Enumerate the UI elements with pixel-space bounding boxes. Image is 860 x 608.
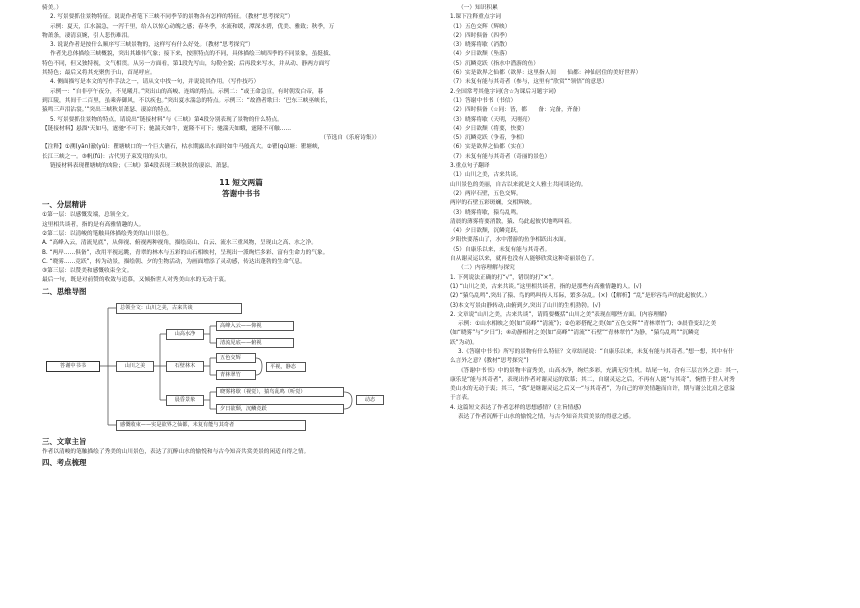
text-line: 3.《答谢中书书》所写的景物有什么特征？文章结尾说：“自康乐以来，未复有能与其奇者。”想一想，其中有什	[458, 348, 734, 355]
text-line: （5）自康乐以来，未复有能与其奇者。	[450, 246, 551, 253]
text-line: （7）未复有能与其奇者（参与，这里有“欣赏”“领悟”的意思）	[450, 79, 608, 86]
text-line: (如“晓雾”与“夕日”)；④动静相衬之美(如“高峰”“清流”“石壁”“青林翠竹”为静，“猿鸟乱鸣”“沉鳞竞	[450, 330, 700, 337]
text-line: 4. 这篇短文表达了作者怎样的思想感情？(主旨情感)	[450, 404, 582, 411]
text-line: （7）未复有能与其奇者（奇丽的景色）	[450, 153, 551, 160]
text-line: 【注释】①溯(yān)澈(yù)：瞿塘峡口的一个巨大礁石，枯水期露出水面时如牛马般高大。②瞿(qú)塘：瞿塘峡，	[42, 144, 324, 151]
text-line: （4）夕日欲颓，沉鳞竞跃。	[450, 228, 522, 235]
text-line: ③第三层：以赞美和感慨收束全文。	[42, 268, 133, 275]
text-line: （3）晓雾将歇，猿鸟乱鸣。	[450, 209, 522, 216]
text-line: 到江陵，其间千二百里，虽乘奔御风，不以疾也。”突出夏水湍急的特点。示例三：“故渔者歌曰：‘巴东三峡巫峡长，	[42, 97, 332, 104]
text-line: ①第一层：以感慨发端，总领全文。	[42, 212, 133, 219]
text-line: （4）夕日欲颓（坠落）	[450, 51, 511, 58]
mind-note: 平视，静态	[266, 362, 306, 372]
text-line: 自从谢灵运以来，就再也没有人能够欣赏这种奇丽景色了。	[450, 256, 598, 263]
text-line: 美山水的无动于衷；其三，“我”是继谢灵运之后又一“与其奇者”，为自己的审美情趣而自许，期与谢公比肩之意溢	[450, 386, 735, 393]
text-line: 两岸的石壁五彩斑斓，交相辉映。	[450, 200, 536, 207]
text-line: 康乐是“能与其奇者”，表现出作者对谢灵运的钦慕；其二，自谢灵运之后，不再有人能“与其奇”，惋惜于世人对秀	[450, 376, 735, 383]
text-line: 1. 下列说法正确的打“√”，错误的打“×”。	[450, 274, 558, 281]
text-line: （5）沉鳞竞跃（争着，争相）	[450, 135, 528, 142]
text-line: 表达了作者沉醉于山水的愉悦之情，与古今知音共赏美景的得意之感。	[458, 414, 635, 421]
mind-branch-1: 山高水净	[166, 329, 204, 340]
text-line: （6）实是欲界之仙都（欲界：这里指人间 仙都：神仙居住的美好世界）	[450, 70, 642, 77]
left-top-block	[42, 4, 440, 171]
text-line: 作者以清峻的笔触描绘了秀美的山川景色，表达了沉醉山水的愉悦和与古今知音共赏美景的闲适自得之情。	[42, 448, 310, 455]
text-line: （6）实是欲界之仙都（实在）	[450, 144, 528, 151]
text-line: 1.课下注释重点字词	[450, 14, 501, 21]
text-line: （2）四时俱备（四季）	[450, 32, 511, 39]
text-line: 2. 写景要抓住景物特征。说说作者笔下三峡不同季节的景物各有怎样的特征。（教材“思考探究”）	[50, 14, 294, 21]
mind-branch-3: 晨昏景象	[166, 395, 204, 406]
article-title: 答谢中书书	[222, 189, 260, 199]
mind-leaf: 五色交辉	[216, 353, 256, 363]
mind-leaf: 夕日欲颓，沉鳞竞跃	[216, 404, 344, 414]
text-line: 跃”为动)。	[450, 339, 478, 346]
mind-leaf: 青林翠竹	[216, 370, 256, 380]
text-line: （5）沉鳞竞跃（指水中潜游的鱼）	[450, 60, 539, 67]
mind-root: 答谢中书书	[46, 361, 100, 372]
text-line: 这里相共谈者，指的是有高雅情趣的人。	[42, 221, 145, 228]
text-line: 山川景色的美丽，自古以来就是文人雅士共同谈论的。	[450, 181, 587, 188]
mind-leaf: 清流见底——俯视	[216, 338, 294, 348]
text-line: B. “两岸……俱备”，改用平视远眺，青翠的林木与五彩的山石相映衬，呈现出一派绚烂多彩、富有生命力的气象。	[42, 249, 329, 256]
text-line: 4. 侧面描写是本文的写作手法之一，请从文中找一句，并说说其作用。（写作技巧）	[50, 79, 260, 86]
text-line: 骑美。）	[42, 5, 62, 11]
text-line: （节选自《乐府诗集》）	[320, 135, 380, 142]
text-line: 示例：夏天，江水湍急，一泻千里，给人以惊心动魄之感；春冬季，水流和缓，潭深水碧，优美、雅致；秋季，万	[50, 23, 335, 30]
right-column	[450, 4, 854, 422]
text-line: (2) “猿鸟乱鸣”,突出了猿、鸟的鸣叫传人耳际，繁多杂乱。(×)（【解析】“乱”是形容鸟声的此起彼伏。）	[450, 293, 711, 300]
text-line: 链接材料表现瞿塘峡的凶险；《三峡》第4段表现三峡秋景的凄凉、萧瑟。	[50, 163, 233, 170]
text-line: 特色不同，但又独特视，文气相贯。从另一方面看，第1段先写山，勾勒全貌；后再段来写水，并从动、静两方面写	[42, 60, 330, 67]
text-line: 么言外之意？(教材“思考探究”)	[450, 358, 529, 365]
text-line: 于言表。	[450, 395, 473, 402]
text-line: （4）夕日欲颓（将要，快要）	[450, 125, 528, 132]
text-line: （2）四时俱备（☆同：皆，都 备：完备，齐备）	[450, 107, 584, 114]
mind-bottom: 感慨收束——实是欲界之仙都，未复有能与其奇者	[116, 420, 306, 431]
mind-leaf: 高峰入云——仰视	[216, 321, 294, 331]
text-line: （1）五色交辉（辉映）	[450, 23, 511, 30]
section-heading: 四、考点梳理	[42, 458, 87, 468]
text-line: 3.重点句子翻译	[450, 163, 490, 170]
text-line: （3）晓雾将歇（消散）	[450, 42, 511, 49]
text-line: A. “高峰入云，清流见底”，从仰视、俯视两种视角，描绘高山、白云、流水三重风物，呈现山之高、水之净。	[42, 240, 317, 247]
text-line: 长江三峡之一。③帆(fú)：古代男子束发用的头巾。	[42, 153, 171, 160]
text-line: （1）山川之美，古来共谈。	[450, 172, 522, 179]
text-line: 清晨的薄雾将要消散，猿、鸟此起彼伏地鸣叫着。	[450, 218, 576, 225]
article-number: 11 短文两篇	[219, 178, 263, 188]
mind-map	[42, 300, 440, 432]
text-line: ②第二层：以清峻的笔触具体描绘秀美的山川景色。	[42, 230, 173, 237]
text-line: 2. 文章说“山川之美，古来共谈”，请简要概括“山川之美”表现在哪些方面。(内容理解)	[450, 311, 667, 318]
text-line: 5. 写景要抓住景物的特点，请说出“链接材料”与《三峡》第4段分别表现了景物的什么特点。	[50, 116, 283, 123]
text-line: (3)本文写景由静转动,由俯到夕,突出了山川的生机勃勃。(√)	[450, 302, 601, 309]
text-line: 示例：①山水相映之美(如“高峰”“清流”)；②色彩搭配之美(如“五色交辉”“青林翠竹”)；③晨昏变幻之美	[458, 321, 717, 328]
mind-top: 总领全文：山川之美，古来共谈	[116, 303, 242, 314]
text-line: 夕阳快要落山了，水中潜游的鱼争相跃出水面。	[450, 237, 570, 244]
text-line: 示例一：“自非亭午夜分，不见曦月。”突出山的高峻、连绵的特点。示例二：“或王命急宣，有时朝发白帝，暮	[50, 88, 324, 95]
mind-note: 动态	[356, 395, 384, 405]
left-column	[42, 4, 440, 469]
text-line: (1) “山川之美，古来共谈。”这里相共谈者，指的是那些有高雅情趣的人。(√)	[450, 283, 642, 290]
text-line: 物萧条，凄清哀婉，引人悲伤难泪。	[42, 32, 133, 39]
text-line: C. “晓雾……竞跃”，转为动景，描绘朝、夕的生物活动，为画面增添了灵动感，传达出蓬勃的生命气息。	[42, 258, 306, 265]
text-line: 作者先总体描绘三峡概貌，突出其雄伟气象；接下来，按照特点的不同，具体描绘三峡四季的不同景象，虽挺拔、	[50, 51, 335, 58]
text-line: （一）知识积累	[458, 5, 498, 11]
text-line: 2.全国常考其他字词(含☆为课后习题字词)	[450, 88, 556, 95]
text-line: 3. 说说作者是按什么顺序写三峡景物的，这样写有什么好处。（教材“思考探究”）	[50, 42, 254, 49]
text-line: 最后一句，既是对前赞的收敛与追慕，又倾指世人对秀美山水的无动于衷。	[42, 277, 230, 284]
text-line: 其特色；最后又将其充聚焦于山，首尾呼应。	[42, 70, 156, 77]
mind-branch-2: 石壁林木	[166, 361, 204, 372]
text-line: （1）答谢中书书（书信）	[450, 97, 517, 104]
text-line: （2）两岸石壁，五色交辉。	[450, 190, 522, 197]
text-line: 猿鸣三声泪沾裳。’”突出三峡秋景萧瑟、凄凉的特点。	[42, 107, 175, 114]
section-heading: 一、分层精讲	[42, 200, 87, 210]
section-heading: 二、思维导图	[42, 286, 87, 296]
text-line: 【链接材料】悬溜¹天如马，霆驰²不可下；驰湍天如牛，霆隆不可下；驰湍天如蛾，霆隆不可触……	[42, 125, 292, 132]
text-line: 《答谢中书书》中的景物丰富秀美，山高水净，绚烂多彩，充满无穷生机。结尾一句，含有三层言外之意：其一，	[458, 367, 743, 374]
mind-mid: 山川之美	[116, 361, 154, 372]
text-line: （二）内容理解与探究	[458, 265, 515, 272]
section-heading: 三、文章主旨	[42, 436, 87, 446]
text-line: （3）晓雾将歇（天明，天刚亮）	[450, 116, 534, 123]
mind-leaf: 晓雾将歇（视觉），猿鸟乱鸣（听觉）	[216, 387, 344, 397]
